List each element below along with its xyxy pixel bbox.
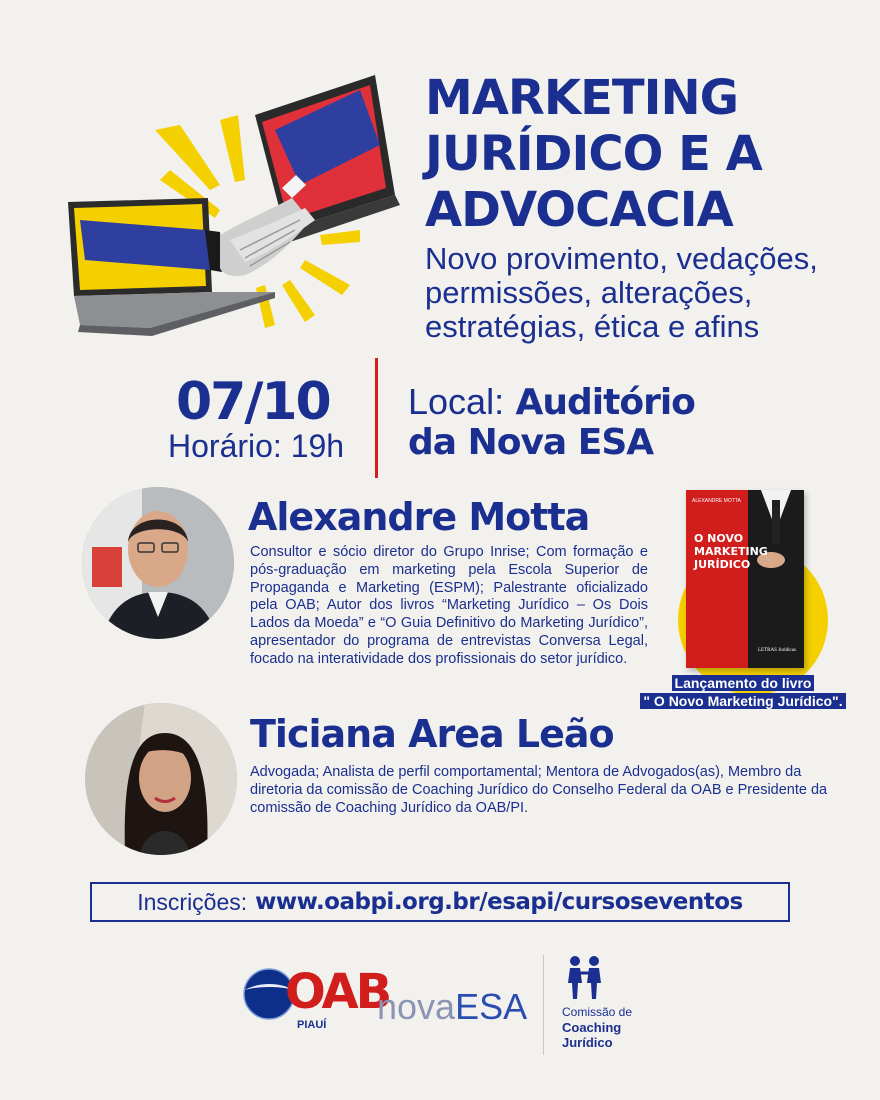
event-date: 07/10	[176, 372, 330, 432]
commission-line-2: Coaching	[562, 1020, 622, 1035]
event-location	[408, 382, 848, 463]
commission-line-1: Comissão de	[562, 1005, 633, 1019]
nova-esa-suffix: ESA	[455, 986, 528, 1027]
handshake-icon	[60, 70, 405, 340]
commission-line-3: Jurídico	[562, 1035, 613, 1050]
book-author: ALEXANDRE MOTTA	[692, 498, 741, 504]
book-title-line-2: MARKETING	[694, 545, 768, 558]
nova-esa-logo	[377, 986, 527, 1028]
oab-state: PIAUÍ	[297, 1019, 327, 1031]
speaker-bio: Consultor e sócio diretor do Grupo Inrise; Com formação e pós-graduação em marketing pela Escola Superior de Propaganda e Marketing (ESPM); Palestrante oficializado pela OAB; Autor dos livros “Marketing Jurídico – Os Dois Lados da Moeda” e “O Guia Definitivo do Marketing Jurídico”, apresentador do programa de entrevistas Conversa Legal, focado na interatividade dos profissionais do setor jurídico.	[250, 544, 648, 667]
oab-logo	[243, 964, 390, 1031]
speaker-bio: Advogada; Analista de perfil comportamental; Mentora de Advogados(as), Membro da diretoria da comissão de Coaching Jurídico do Conselho Federal da OAB e Presidente da comissão de Coaching Jurídico da OAB/PI.	[250, 764, 828, 816]
registration-label: Inscrições:	[137, 888, 248, 915]
book-cover	[686, 490, 804, 668]
handshake-laptops-illustration	[60, 70, 405, 340]
location-value-line-2: da Nova ESA	[408, 422, 654, 463]
event-title	[425, 70, 865, 238]
footer-divider	[543, 955, 544, 1055]
event-subtitle-line-3: estratégias, ética e afins	[425, 309, 760, 344]
oab-text: OAB	[285, 964, 390, 1020]
event-title-line-1: MARKETING	[425, 70, 739, 126]
coaching-commission-logo	[562, 955, 672, 1055]
book-caption-line-2: " O Novo Marketing Jurídico".	[640, 693, 845, 709]
registration-box[interactable]	[90, 882, 790, 922]
speaker-name: Ticiana Area Leão	[250, 712, 614, 756]
event-subtitle-line-1: Novo provimento, vedações,	[425, 241, 818, 276]
event-title-line-2: JURÍDICO E A	[425, 126, 762, 182]
nova-esa-prefix: nova	[377, 986, 456, 1027]
speaker-name: Alexandre Motta	[248, 495, 590, 539]
event-subtitle	[425, 242, 865, 344]
speaker-photo-alexandre	[82, 487, 234, 639]
book-caption-line-1: Lançamento do livro	[672, 675, 815, 691]
book-title-line-3: JURÍDICO	[694, 558, 751, 571]
location-label: Local:	[408, 381, 505, 422]
event-title-line-3: ADVOCACIA	[425, 182, 733, 238]
event-time: Horário: 19h	[168, 428, 345, 464]
book-launch-caption	[620, 674, 866, 710]
divider	[375, 358, 378, 478]
location-value-line-1: Auditório	[515, 382, 695, 423]
book-publisher: LETRAS Jurídicas	[758, 648, 796, 653]
coaching-people-icon	[564, 955, 606, 1001]
speaker-photo-ticiana	[85, 703, 237, 855]
event-subtitle-line-2: permissões, alterações,	[425, 275, 753, 310]
registration-link[interactable]: www.oabpi.org.br/esapi/cursoseventos	[255, 889, 743, 915]
book-title-line-1: O NOVO	[694, 532, 744, 545]
